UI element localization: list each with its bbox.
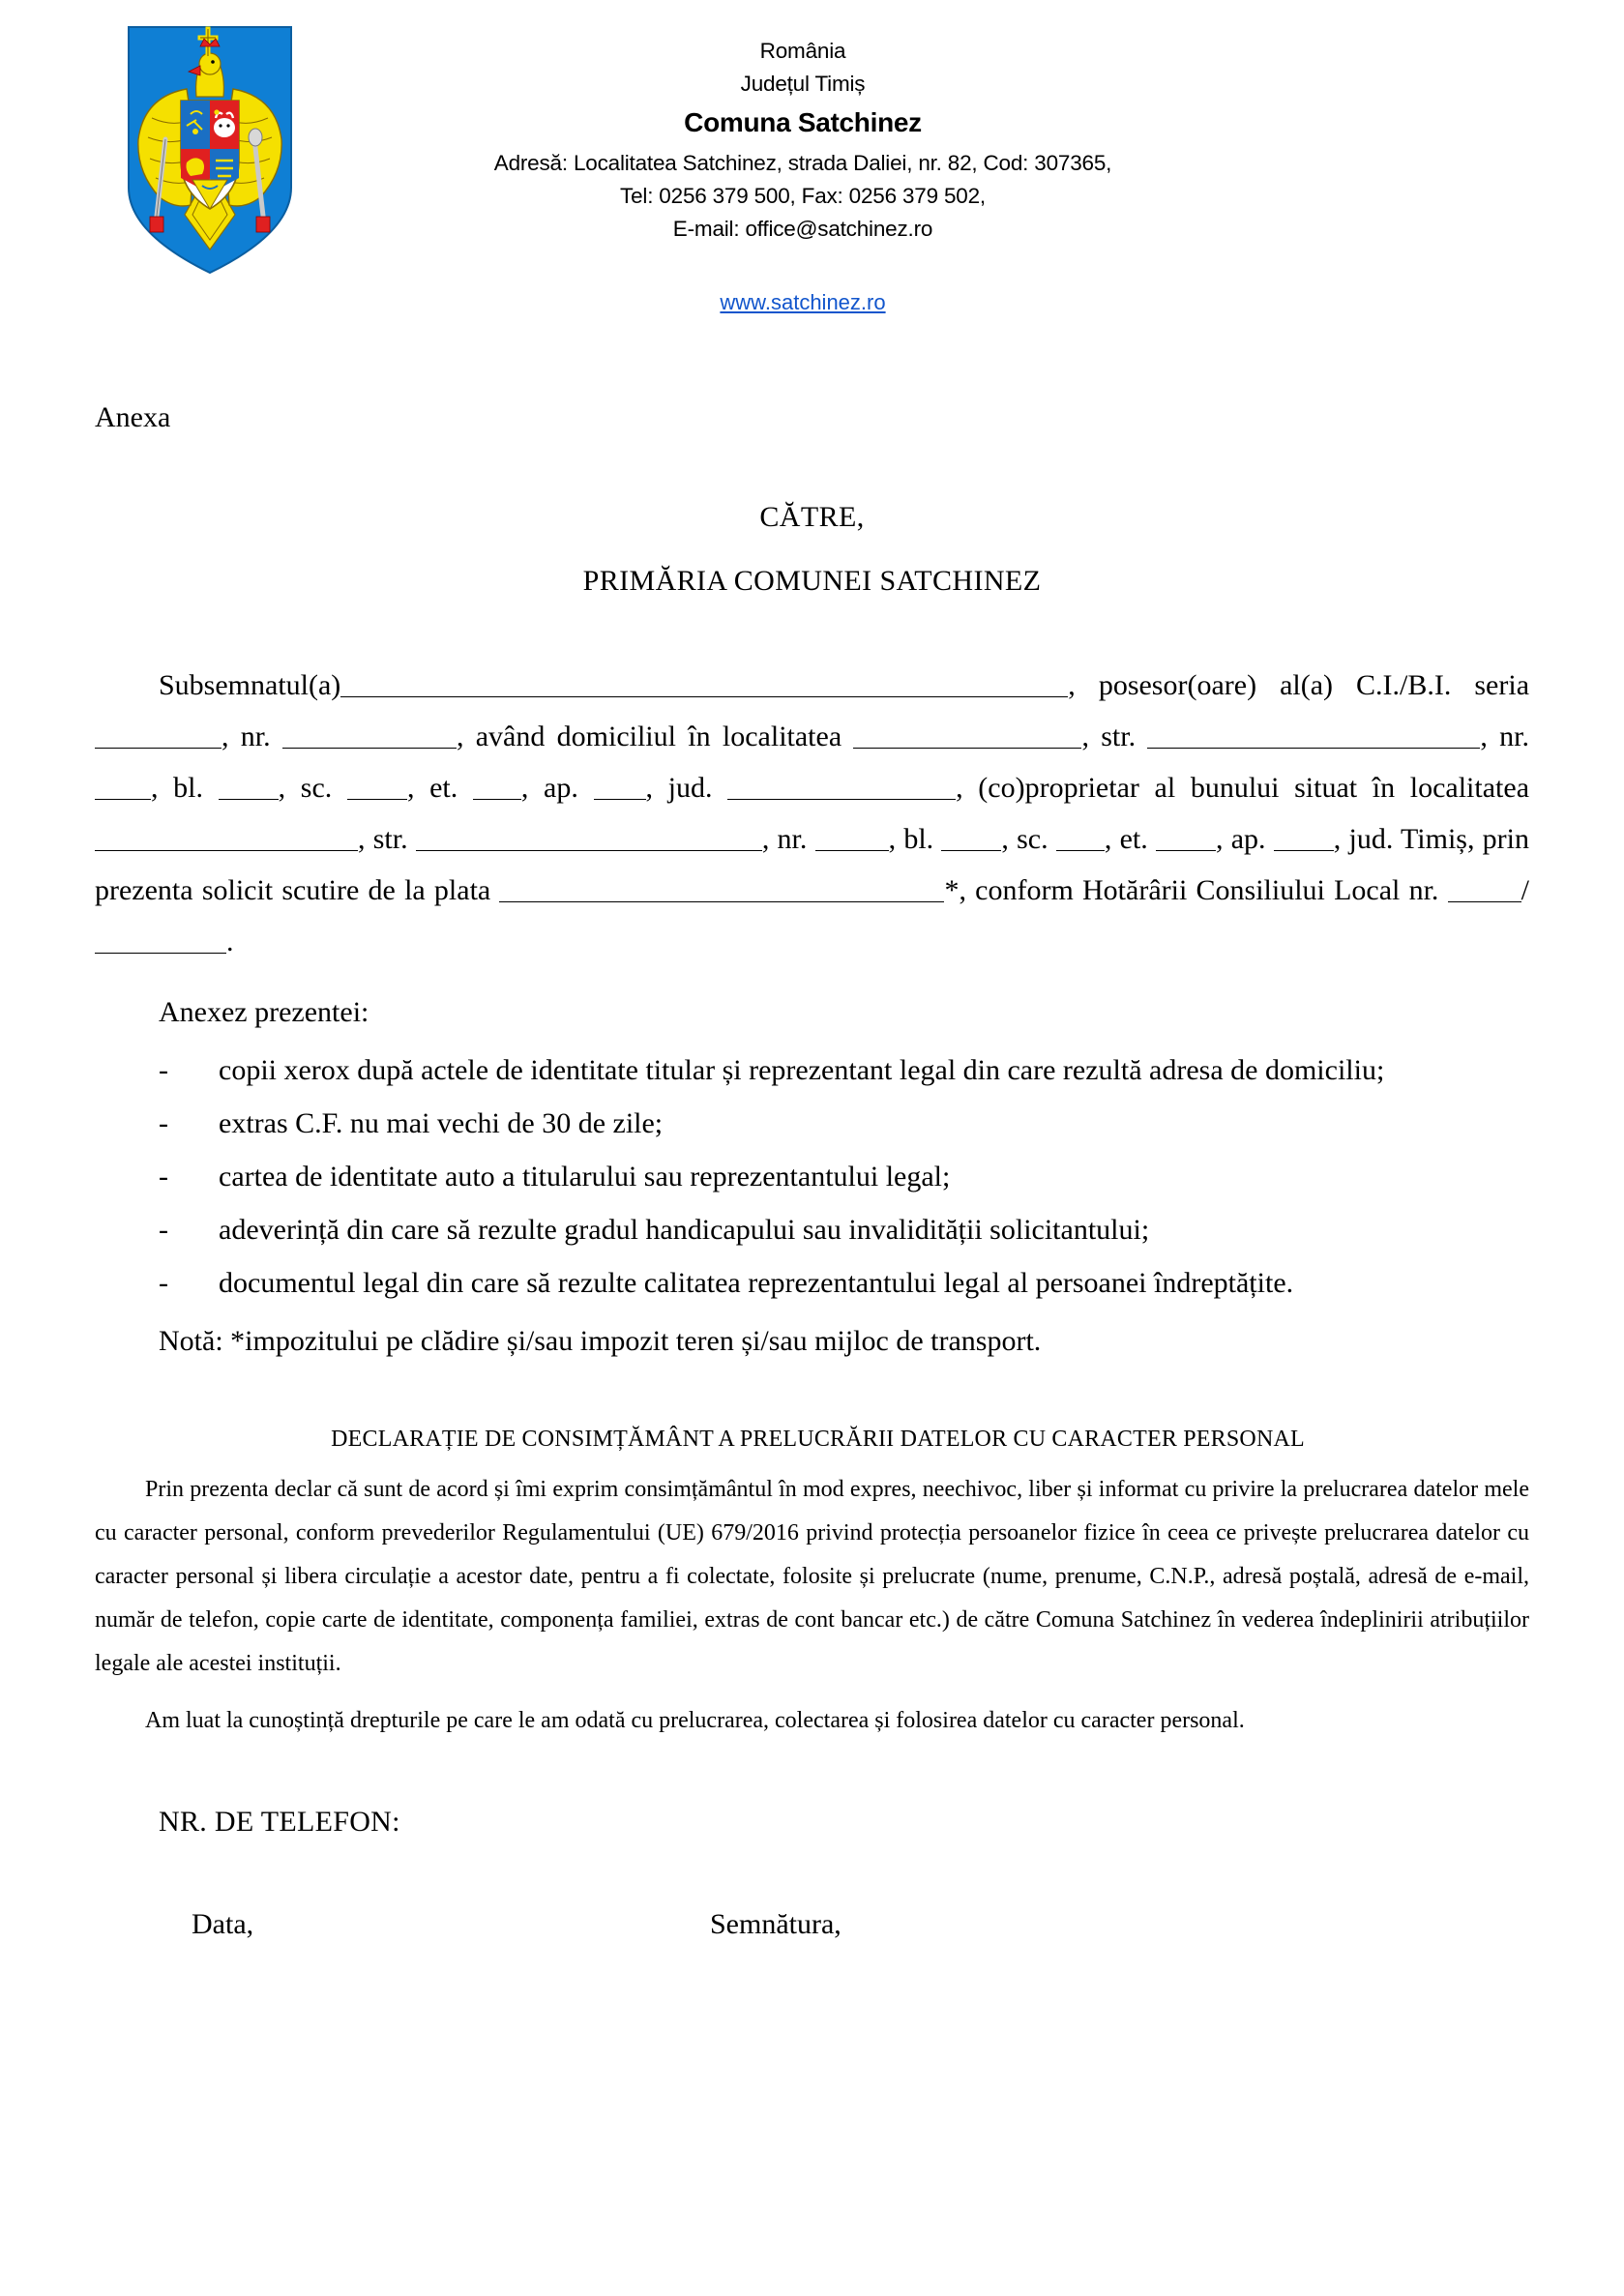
organization-name: Comuna Satchinez (684, 107, 922, 138)
input-blank-bun-apartament[interactable] (1274, 823, 1334, 851)
label-subsemnatul: Subsemnatul(a) (159, 669, 341, 702)
input-blank-domiciliu-nr[interactable] (95, 772, 151, 800)
input-blank-domiciliu-apartament[interactable] (594, 772, 646, 800)
input-blank-domiciliu-localitate[interactable] (853, 721, 1081, 749)
label-posesor-ci: posesor(oare) al(a) C.I./B.I. seria (1098, 669, 1530, 702)
bullet-dash-icon: - (159, 1267, 168, 1300)
email-line: E-mail: office@satchinez.ro (672, 217, 933, 242)
input-blank-domiciliu-etaj[interactable] (473, 772, 521, 800)
signature-row (95, 1908, 1529, 1966)
input-blank-fullname[interactable] (340, 669, 1068, 697)
request-paragraph (95, 660, 1529, 967)
label-nr-ci: , nr. (221, 721, 271, 753)
phone-fax-line: Tel: 0256 379 500, Fax: 0256 379 502, (620, 184, 986, 209)
input-blank-bun-scara[interactable] (1056, 823, 1105, 851)
gdpr-paragraph-1-text: Prin prezenta declar că sunt de acord și îmi exprim consimțământul în mod expres, neechivoc, liber și informat cu privire la prelucrarea datelor mele cu caracter personal, conform prevederilor Regulamentului (UE) 679/2016 privind protecția persoanelor fizice în ceea ce privește prelucrarea datelor cu caracter personal și libera circulație a acestor date, pentru a fi colectate, folosite și prelucrate (nume, prenume, C.N.P., adresă poștală, adresă de e-mail, număr de telefon, copie carte de identitate, componența familiei, extras de cont bancar etc.) de către Comuna Satchinez în vederea îndeplinirii atribuțiilor legale ale acestei instituții. (95, 1477, 1529, 1677)
list-item-label: cartea de identitate auto a titularului sau reprezentantului legal; (219, 1161, 951, 1193)
annex-label: Anexa (95, 401, 171, 433)
list-item-label: documentul legal din care să rezulte calitatea reprezentantului legal al persoanei îndreptățite. (219, 1267, 1294, 1300)
bullet-dash-icon: - (159, 1214, 168, 1247)
label-local-nr: Local nr. (1334, 874, 1439, 907)
input-blank-domiciliu-scara[interactable] (347, 772, 407, 800)
input-blank-domiciliu-bloc[interactable] (219, 772, 279, 800)
gdpr-title: DECLARAȚIE DE CONSIMȚĂMÂNT A PRELUCRĂRII DATELOR CU CARACTER PERSONAL (331, 1427, 1305, 1453)
input-blank-bun-nr[interactable] (815, 823, 889, 851)
document-body (0, 348, 1624, 1966)
gdpr-paragraph-1 (95, 1468, 1529, 1686)
label-et-2: , et. (1104, 823, 1148, 856)
label-conform-hotarare: *, conform Hotărârii Consiliului (944, 874, 1325, 907)
label-bl-2: , bl. (888, 823, 934, 856)
input-blank-bun-bloc[interactable] (941, 823, 1001, 851)
input-blank-bun-strada[interactable] (416, 823, 762, 851)
input-blank-domiciliu-judet[interactable] (727, 772, 956, 800)
letterhead-text (416, 35, 1190, 246)
label-ap-2: , ap. (1215, 823, 1266, 856)
bullet-dash-icon: - (159, 1054, 168, 1087)
list-item-label: extras C.F. nu mai vechi de 30 de zile; (219, 1107, 664, 1140)
list-item (95, 1045, 1529, 1096)
label-bl-1: , bl. (151, 772, 203, 805)
input-blank-tip-impozit[interactable] (499, 874, 944, 902)
letterhead-header (0, 0, 1624, 348)
gdpr-paragraph-2 (95, 1699, 1529, 1743)
label-str-1: , str. (1081, 721, 1137, 753)
input-blank-bun-etaj[interactable] (1156, 823, 1216, 851)
label-nr-1: , nr. (1480, 721, 1530, 753)
sep-slash: / (1521, 874, 1529, 907)
website-link[interactable]: www.satchinez.ro (720, 290, 886, 314)
phone-number-label: NR. DE TELEFON: (159, 1806, 400, 1839)
list-item (95, 1204, 1529, 1255)
label-solicit-scutire: solicit scutire de la plata (201, 874, 491, 907)
list-item-label: adeverință din care să rezulte gradul handicapului sau invalidității solicitantului; (219, 1214, 1150, 1247)
input-blank-domiciliu-strada[interactable] (1147, 721, 1480, 749)
list-item (95, 1098, 1529, 1149)
signature-label: Semnătura, (710, 1908, 842, 1941)
input-blank-bun-localitate[interactable] (95, 823, 358, 851)
addressee-institution: PRIMĂRIA COMUNEI SATCHINEZ (582, 564, 1042, 597)
sep-1: , (1068, 669, 1076, 702)
attachments-intro: Anexez prezentei: (159, 996, 369, 1029)
label-domiciliu-localitate: , având domiciliul în localitatea (456, 721, 842, 753)
gdpr-body (95, 1468, 1529, 1743)
input-blank-ci-seria[interactable] (95, 721, 221, 749)
list-item-label: copii xerox după actele de identitate titular și reprezentant legal din care rezultă adresa de domiciliu; (219, 1054, 1385, 1087)
postal-address: Adresă: Localitatea Satchinez, strada Daliei, nr. 82, Cod: 307365, (493, 150, 1112, 175)
label-sc-2: , sc. (1001, 823, 1048, 856)
county-name: Județul Timiș (740, 72, 866, 97)
label-jud-timis: , jud. Timiș, prin prezenta (95, 823, 1530, 907)
gdpr-paragraph-2-text: Am luat la cunoștință drepturile pe care le am odată cu prelucrarea, colectarea și folosirea datelor cu caracter personal. (145, 1708, 1245, 1734)
sep-period: . (226, 926, 234, 958)
input-blank-ci-numar[interactable] (282, 721, 457, 749)
label-et-1: , et. (406, 772, 458, 805)
label-sc-1: , sc. (278, 772, 333, 805)
attachments-note: Notă: *impozitului pe clădire și/sau impozit teren și/sau mijloc de transport. (159, 1325, 1042, 1358)
input-blank-hcl-an[interactable] (95, 926, 226, 954)
gdpr-section (95, 1425, 1529, 1743)
list-item (95, 1151, 1529, 1202)
list-item (95, 1257, 1529, 1309)
bullet-dash-icon: - (159, 1161, 168, 1193)
label-coproprietar: , (co)proprietar al bunului situat în localitatea (956, 772, 1530, 805)
input-blank-hcl-numar[interactable] (1448, 874, 1521, 902)
addressee-block (95, 498, 1529, 600)
date-label: Data, (192, 1908, 254, 1941)
bullet-dash-icon: - (159, 1107, 168, 1140)
addressee-catre: CĂTRE, (759, 501, 865, 533)
label-str-2: , str. (358, 823, 408, 856)
label-nr-2: , nr. (761, 823, 808, 856)
label-ap-1: , ap. (520, 772, 578, 805)
label-jud-1: , jud. (645, 772, 713, 805)
romania-coat-of-arms-icon (127, 25, 293, 275)
country-name: România (759, 39, 846, 63)
attachments-list (95, 1045, 1529, 1309)
